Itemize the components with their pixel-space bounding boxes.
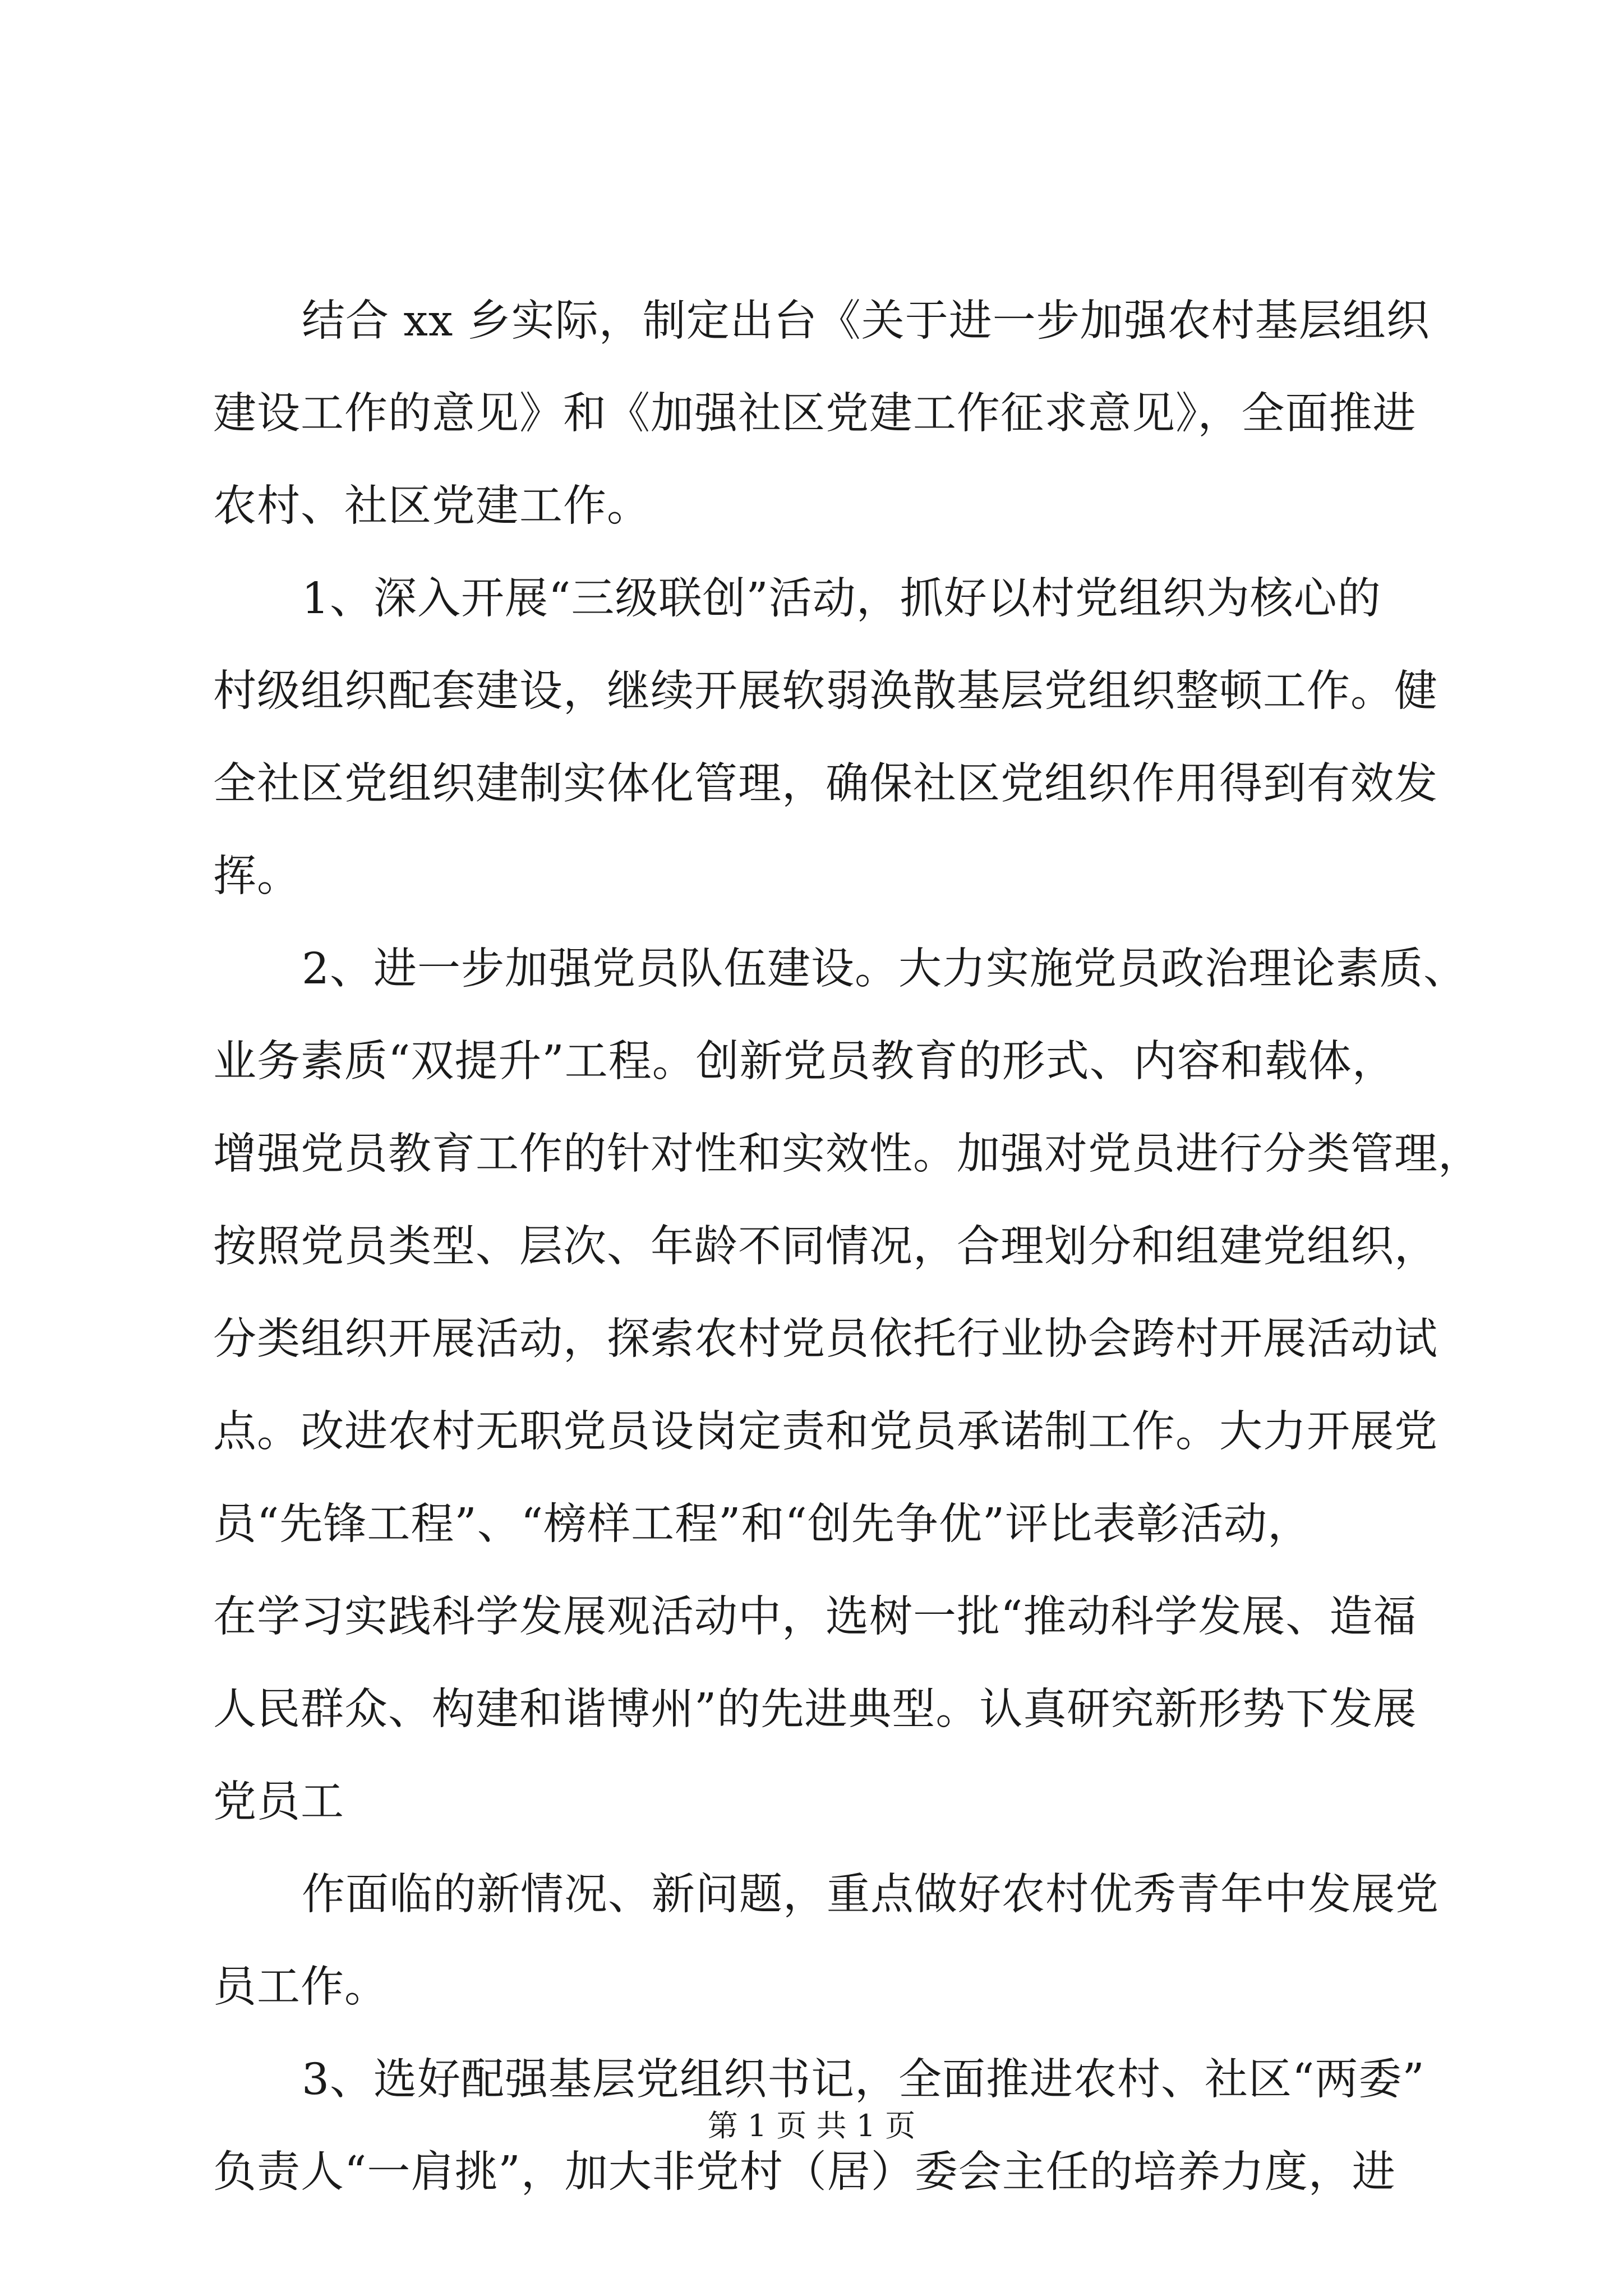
text-line: 按照党员类型、层次、年龄不同情况，合理划分和组建党组织， bbox=[213, 1222, 1438, 1272]
page-footer bbox=[0, 2106, 1623, 2146]
text-line: 村级组织配套建设，继续开展软弱涣散基层党组织整顿工作。健 bbox=[213, 666, 1438, 716]
text-line: 挥。 bbox=[213, 852, 301, 901]
text-line: 党员工 bbox=[213, 1777, 344, 1827]
text-line: 点。改进农村无职党员设岗定责和党员承诺制工作。大力开展党 bbox=[213, 1407, 1438, 1457]
text-line: 结合 xx 乡实际，制定出台《关于进一步加强农村基层组织 bbox=[302, 296, 1430, 346]
text-line: 2、进一步加强党员队伍建设。大力实施党员政治理论素质、 bbox=[302, 944, 1467, 994]
text-line: 作面临的新情况、新问题，重点做好农村优秀青年中发展党 bbox=[302, 1870, 1439, 1920]
document-body bbox=[213, 275, 1482, 2219]
text-line: 在学习实践科学发展观活动中，选树一批“推动科学发展、造福 bbox=[213, 1592, 1417, 1642]
text-line: 农村、社区党建工作。 bbox=[213, 481, 651, 531]
text-line: 员“先锋工程”、“榜样工程”和“创先争优”评比表彰活动， bbox=[213, 1499, 1312, 1549]
text-line: 业务素质“双提升”工程。创新党员教育的形式、内容和载体， bbox=[213, 1037, 1396, 1087]
text-line: 人民群众、构建和谐博州”的先进典型。认真研究新形势下发展 bbox=[213, 1685, 1417, 1734]
text-line: 3、选好配强基层党组织书记，全面推进农村、社区“两委” bbox=[302, 2055, 1425, 2105]
page-number-label: 第 1 页 共 1 页 bbox=[707, 2108, 916, 2143]
text-line: 建设工作的意见》和《加强社区党建工作征求意见》，全面推进 bbox=[213, 389, 1417, 439]
text-line: 员工作。 bbox=[213, 1962, 388, 2012]
text-line: 分类组织开展活动，探索农村党员依托行业协会跨村开展活动试 bbox=[213, 1314, 1438, 1364]
text-line: 1、深入开展“三级联创”活动，抓好以村党组织为核心的 bbox=[302, 574, 1381, 624]
text-line: 负责人“一肩挑”，加大非党村（居）委会主任的培养力度，进 bbox=[213, 2147, 1396, 2197]
text-line: 全社区党组织建制实体化管理，确保社区党组织作用得到有效发 bbox=[213, 759, 1438, 809]
text-line: 增强党员教育工作的针对性和实效性。加强对党员进行分类管理， bbox=[213, 1129, 1482, 1179]
